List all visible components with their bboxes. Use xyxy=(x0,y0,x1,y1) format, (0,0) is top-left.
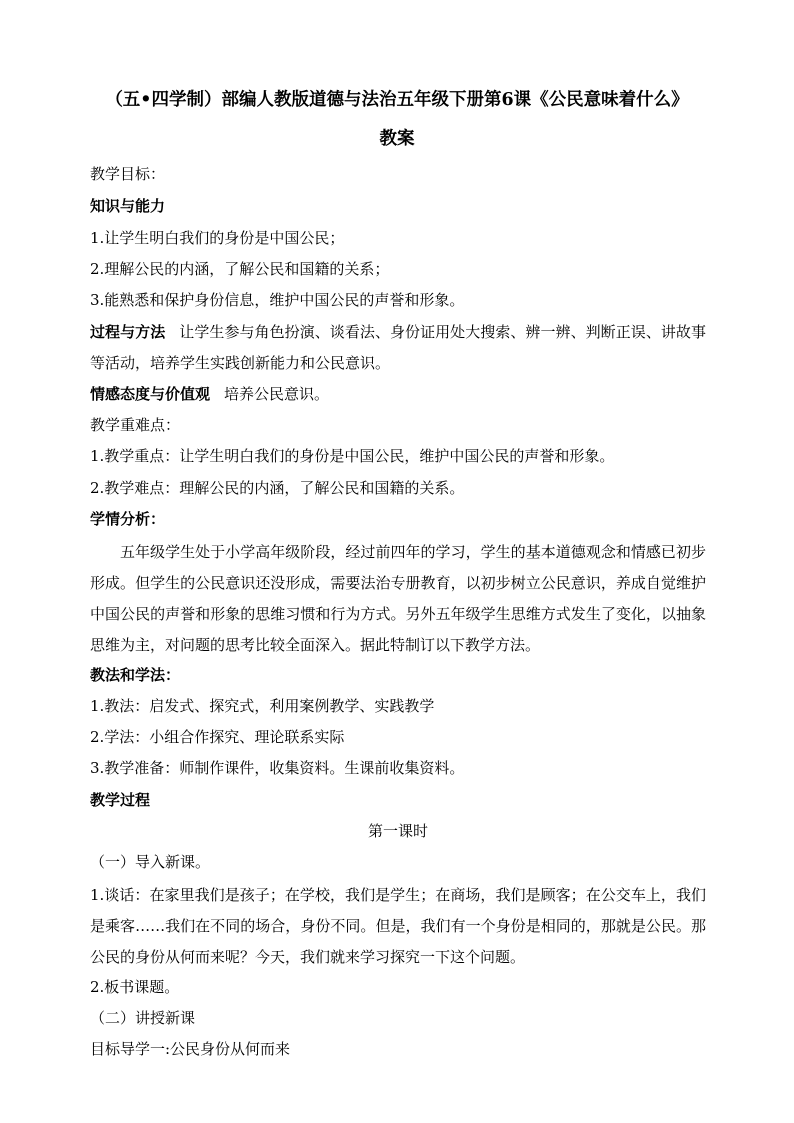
analysis-heading: 学情分析： xyxy=(90,510,166,528)
procedure-heading: 教学过程 xyxy=(90,791,151,809)
method-item: 2.学法：小组合作探究、理论联系实际 xyxy=(90,728,345,746)
attitude-heading: 情感态度与价值观 xyxy=(90,385,211,403)
key-point-item: 2.教学难点：理解公民的内涵，了解公民和国籍的关系。 xyxy=(90,479,465,497)
knowledge-item: 3.能熟悉和保护身份信息，维护中国公民的声誉和形象。 xyxy=(90,291,465,309)
document-title-suffix: 教案 xyxy=(379,129,415,149)
methods-heading: 教法和学法： xyxy=(90,666,181,684)
process-paragraph xyxy=(90,317,706,379)
document-title: （五•四学制）部编人教版道德与法治五年级下册第6课《公民意味着什么》 xyxy=(105,90,689,110)
objectives-heading: 教学目标： xyxy=(90,165,166,183)
method-item: 1.教法：启发式、探究式，利用案例教学、实践教学 xyxy=(90,697,435,715)
knowledge-item: 2.理解公民的内涵，了解公民和国籍的关系； xyxy=(90,260,390,278)
goal-heading: 目标导学一:公民身份从何而来 xyxy=(90,1040,291,1058)
section-heading: （一）导入新课。 xyxy=(90,853,211,871)
process-text: 让学生参与角色扮演、谈看法、身份证用处大搜索、辨一辨、判断正误、讲故事等活动，培养学生实践创新能力和公民意识。 xyxy=(90,323,706,372)
key-points-heading: 教学重难点： xyxy=(90,416,181,434)
method-item: 3.教学准备：师制作课件，收集资料。生课前收集资料。 xyxy=(90,759,465,777)
knowledge-item: 1.让学生明白我们的身份是中国公民； xyxy=(90,229,345,247)
analysis-paragraph: 五年级学生处于小学高年级阶段，经过前四年的学习，学生的基本道德观念和情感已初步形成。但学生的公民意识还没形成，需要法治专册教育，以初步树立公民意识，养成自觉维护中国公民的声誉和形象的思维习惯和行为方式。另外五年级学生思维方式发生了变化，以抽象思维为主，对问题的思考比较全面深入。据此特制订以下教学方法。 xyxy=(90,543,706,654)
attitude-text: 培养公民意识。 xyxy=(224,385,330,403)
process-heading: 过程与方法 xyxy=(90,323,166,341)
attitude-line xyxy=(90,384,706,404)
lesson-heading: 第一课时 xyxy=(367,822,428,840)
knowledge-heading: 知识与能力 xyxy=(90,197,166,215)
section-heading: （二）讲授新课 xyxy=(90,1009,196,1027)
intro-paragraph: 1.谈话：在家里我们是孩子；在学校，我们是学生；在商场，我们是顾客；在公交车上，我们是乘客……我们在不同的场合，身份不同。但是，我们有一个身份是相同的，那就是公民。那公民的身份从何而来呢？今天，我们就来学习探究一下这个问题。 xyxy=(90,886,706,966)
blackboard-line: 2.板书课题。 xyxy=(90,978,180,996)
key-point-item: 1.教学重点：让学生明白我们的身份是中国公民，维护中国公民的声誉和形象。 xyxy=(90,447,615,465)
